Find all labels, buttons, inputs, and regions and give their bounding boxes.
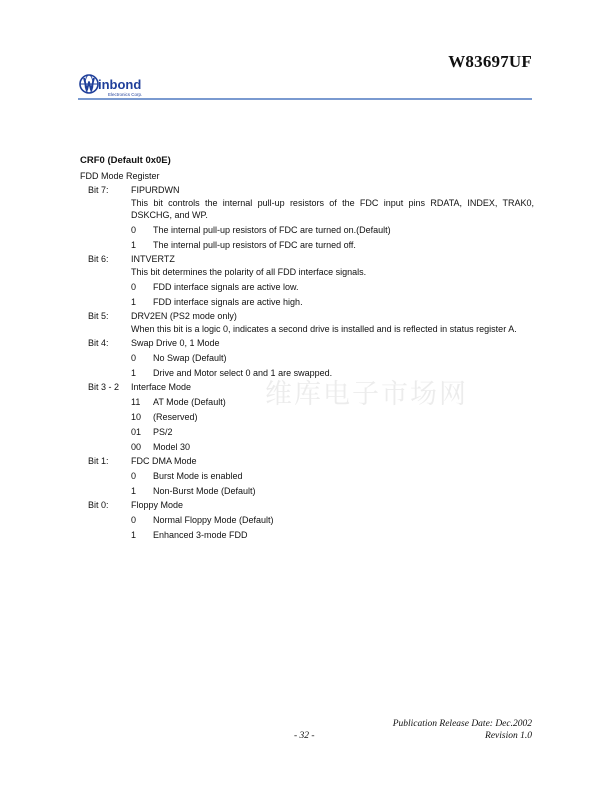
bit-option <box>131 485 534 497</box>
option-code: 1 <box>131 240 137 250</box>
bit-option <box>131 396 534 408</box>
bit-entry <box>80 253 534 308</box>
bit-label: Bit 0: <box>88 500 109 510</box>
bit-label: Bit 4: <box>88 338 109 348</box>
bit-name: Floppy Mode <box>131 500 184 510</box>
register-content <box>80 155 534 541</box>
option-text: FDD interface signals are active high. <box>153 297 303 307</box>
option-code: 0 <box>131 515 137 525</box>
release-date: Publication Release Date: Dec.2002 <box>392 719 532 729</box>
option-text: No Swap (Default) <box>153 353 227 363</box>
option-code: 1 <box>131 368 137 378</box>
bit-option <box>131 367 534 379</box>
bit-label: Bit 3 - 2 <box>88 382 120 392</box>
svg-text:Electronics Corp.: Electronics Corp. <box>108 92 143 97</box>
bit-entry <box>80 381 534 453</box>
bit-option <box>131 281 534 293</box>
bit-label: Bit 5: <box>88 311 109 321</box>
option-code: 1 <box>131 530 137 540</box>
bit-description: When this bit is a logic 0, indicates a second drive is installed and is reflected in status register A. <box>131 324 517 334</box>
bit-name: INTVERTZ <box>131 254 175 264</box>
bit-entry <box>80 310 534 335</box>
revision: Revision 1.0 <box>485 731 532 741</box>
bit-label: Bit 6: <box>88 254 109 264</box>
bit-option <box>131 352 534 364</box>
option-text: Enhanced 3-mode FDD <box>153 530 248 540</box>
option-code: 0 <box>131 471 137 481</box>
option-code: 10 <box>131 412 142 422</box>
bit-list <box>80 184 534 541</box>
bit-label: Bit 7: <box>88 185 109 195</box>
bit-label: Bit 1: <box>88 456 109 466</box>
option-text: (Reserved) <box>153 412 198 422</box>
bit-name: Interface Mode <box>131 382 192 392</box>
bit-entry <box>80 184 534 251</box>
bit-option <box>131 296 534 308</box>
svg-text:inbond: inbond <box>98 77 142 92</box>
bit-entry <box>80 499 534 541</box>
bit-option <box>131 514 534 526</box>
option-code: 1 <box>131 486 137 496</box>
option-text: PS/2 <box>153 427 173 437</box>
header-rule <box>78 98 532 100</box>
bit-description: This bit controls the internal pull-up resistors of the FDC input pins RDATA, INDEX, TRAK0, DSKCHG, and WP. <box>131 198 534 220</box>
register-description: FDD Mode Register <box>80 171 160 181</box>
bit-description: This bit determines the polarity of all FDD interface signals. <box>131 267 367 277</box>
chip-name: W83697UF <box>448 52 532 71</box>
option-text: The internal pull-up resistors of FDC are turned on.(Default) <box>153 225 391 235</box>
option-text: The internal pull-up resistors of FDC are turned off. <box>153 240 356 250</box>
option-code: 11 <box>131 397 141 407</box>
register-title: CRF0 (Default 0x0E) <box>80 155 171 166</box>
option-code: 0 <box>131 282 137 292</box>
option-text: Drive and Motor select 0 and 1 are swapped. <box>153 368 333 378</box>
option-text: Model 30 <box>153 442 191 452</box>
bit-name: FIPURDWN <box>131 185 180 195</box>
winbond-logo <box>78 70 168 100</box>
bit-option <box>131 239 534 251</box>
bit-name: Swap Drive 0, 1 Mode <box>131 338 220 348</box>
bit-option <box>131 529 534 541</box>
option-text: FDD interface signals are active low. <box>153 282 299 292</box>
option-code: 0 <box>131 225 137 235</box>
option-text: Burst Mode is enabled <box>153 471 243 481</box>
option-code: 1 <box>131 297 137 307</box>
bit-option <box>131 470 534 482</box>
bit-entry <box>80 337 534 379</box>
option-text: Non-Burst Mode (Default) <box>153 486 256 496</box>
bit-entry <box>80 455 534 497</box>
page-number: - 32 - <box>294 731 315 741</box>
bit-option <box>131 224 534 236</box>
option-code: 00 <box>131 442 142 452</box>
option-code: 01 <box>131 427 142 437</box>
option-text: AT Mode (Default) <box>153 397 226 407</box>
bit-option <box>131 426 534 438</box>
option-code: 0 <box>131 353 137 363</box>
bit-option <box>131 411 534 423</box>
option-text: Normal Floppy Mode (Default) <box>153 515 274 525</box>
bit-option <box>131 441 534 453</box>
watermark: 维库电子市场网 <box>265 379 468 410</box>
bit-name: DRV2EN (PS2 mode only) <box>131 311 237 321</box>
bit-name: FDC DMA Mode <box>131 456 197 466</box>
